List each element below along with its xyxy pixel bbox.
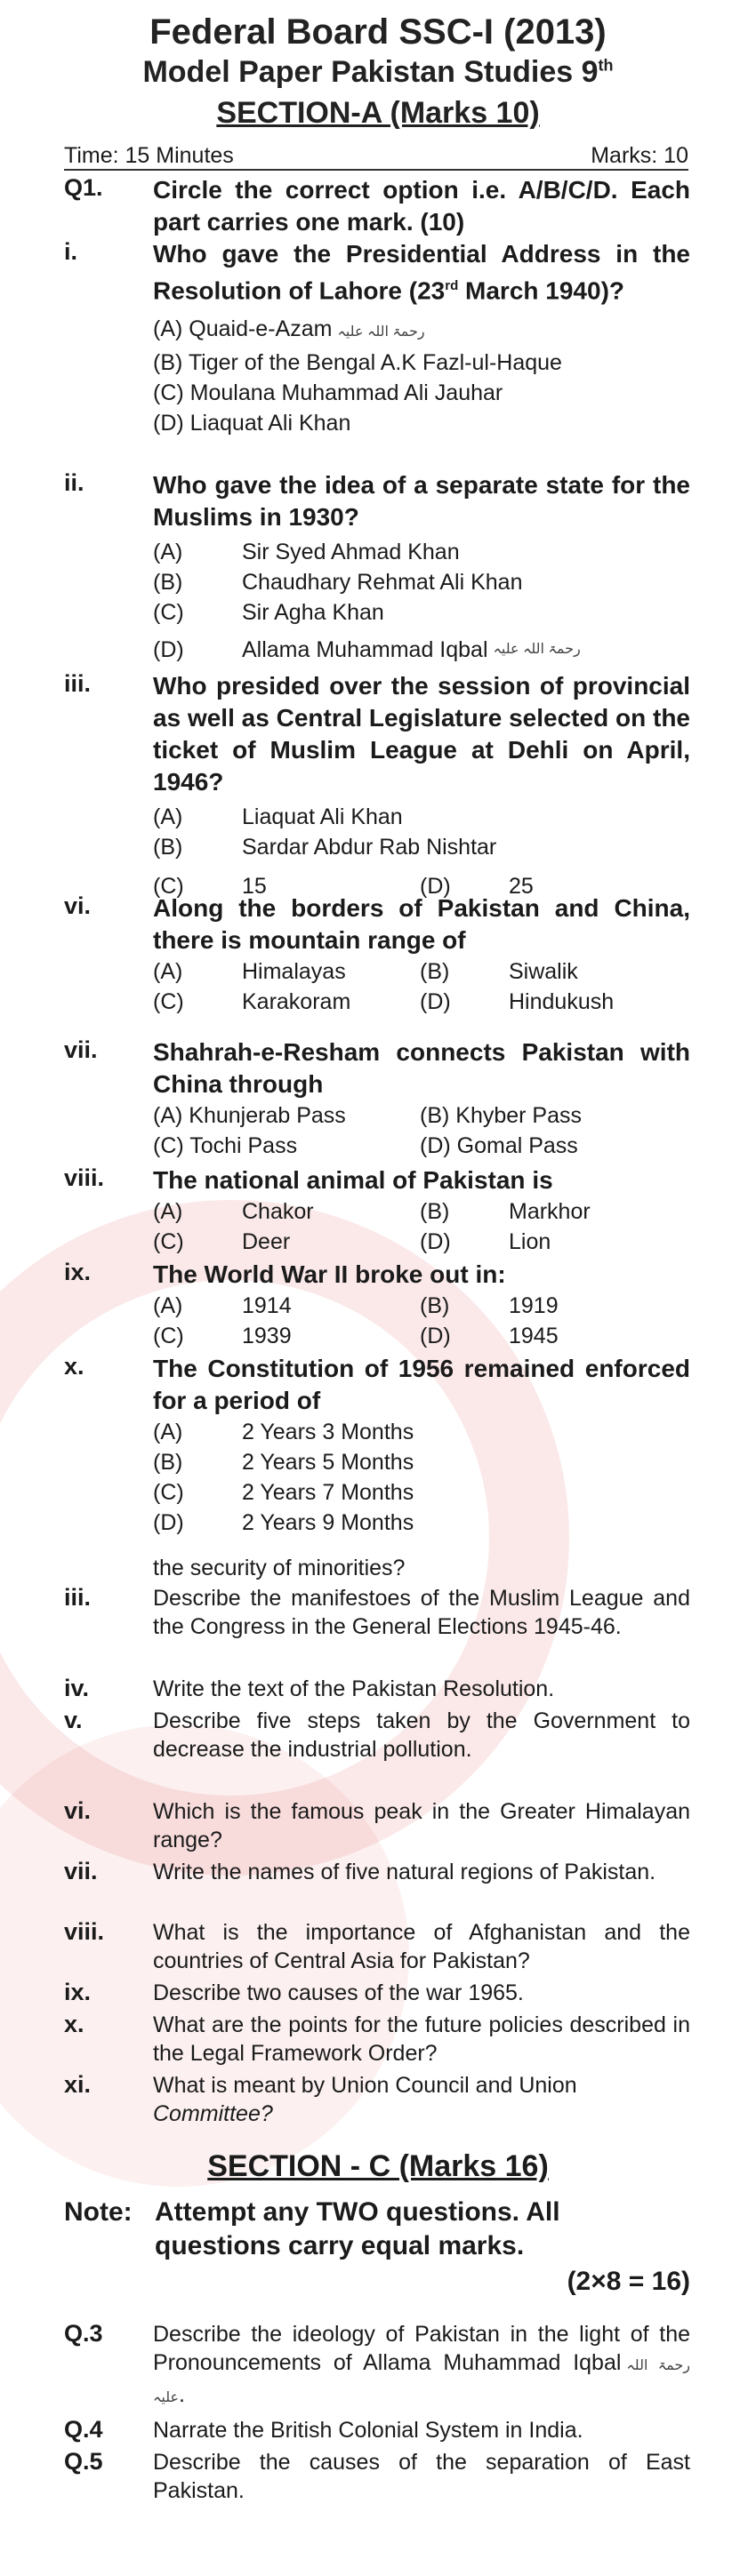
honorific-text: رحمۃ اللہ علیہ — [153, 2358, 690, 2405]
option-c[interactable]: (C) Moulana Muhammad Ali Jauhar — [153, 380, 503, 406]
honorific-text: رحمۃ اللہ علیہ — [493, 642, 581, 657]
honorific-text: رحمۃ اللہ علیہ — [337, 324, 425, 340]
question-stem: Along the borders of Pakistan and China, there is mountain range of — [153, 894, 690, 954]
option-a[interactable]: (A) 2 Years 3 Months — [153, 1420, 414, 1444]
options — [153, 314, 690, 438]
short-question: viii. What is the importance of Afghanistan and the countries of Central Asia for Pakistan? — [64, 1918, 690, 1973]
options — [153, 802, 690, 901]
option-a[interactable]: (A) 1914 — [153, 1293, 292, 1318]
question-number: Q1. — [64, 174, 103, 201]
short-question: vi. Which is the famous peak in the Greater Himalayan range? — [64, 1797, 690, 1852]
option-c[interactable]: (C) Tochi Pass — [153, 1133, 298, 1158]
option-c[interactable]: (C) Sir Agha Khan — [153, 600, 384, 625]
option-row — [153, 987, 690, 1017]
question-stem: Who gave the idea of a separate state for the Muslims in 1930? — [153, 471, 690, 531]
options — [153, 537, 690, 665]
time-marks-line — [64, 142, 688, 171]
mcq-vii — [64, 1036, 690, 1161]
option-row — [153, 1196, 690, 1227]
option-d[interactable]: (D) Allama Muhammad Iqbal رحمۃ اللہ علیہ — [153, 635, 690, 665]
question-stem: The national animal of Pakistan is — [153, 1166, 553, 1194]
option-a[interactable]: (A) Liaquat Ali Khan — [153, 804, 403, 829]
option-d[interactable]: (D) 2 Years 9 Months — [153, 1510, 414, 1535]
mcq-vi — [64, 892, 690, 1017]
question-stem: The World War II broke out in: — [153, 1260, 506, 1288]
question-stem: Who presided over the session of provincial as well as Central Legislature selected on the ticket of Muslim League at Dehli on April, 1946? — [153, 672, 690, 796]
option-a[interactable]: (A) Sir Syed Ahmad Khan — [153, 540, 460, 564]
mcq-viii — [64, 1164, 690, 1257]
short-question: iv. Write the text of the Pakistan Resolution. — [64, 1675, 555, 1701]
option-c[interactable]: (C) 1939 — [153, 1324, 292, 1348]
option-b[interactable]: (B) Chaudhary Rehmat Ali Khan — [153, 570, 523, 595]
option-a[interactable]: (A) Khunjerab Pass — [153, 1103, 346, 1128]
question-stem: The Constitution of 1956 remained enforced for a period of — [153, 1355, 690, 1414]
options — [153, 1196, 690, 1257]
option-row — [153, 1291, 690, 1321]
short-question: v. Describe five steps taken by the Government to decrease the industrial pollution. — [64, 1707, 690, 1762]
option-d[interactable]: (D) Gomal Pass — [420, 1133, 578, 1158]
option-b[interactable]: (B) Markhor — [420, 1199, 591, 1224]
short-question: xi. What is meant by Union Council and Union Committee? — [64, 2071, 577, 2126]
option-b[interactable]: (B) 1919 — [420, 1293, 559, 1318]
options — [153, 1417, 690, 1538]
section-c-marks: (2×8 = 16) — [567, 2267, 690, 2296]
option-d[interactable]: (D) Liaquat Ali Khan — [153, 411, 351, 436]
option-b[interactable]: (B) 2 Years 5 Months — [153, 1450, 414, 1475]
mcq-ii — [64, 469, 690, 665]
option-row — [153, 1321, 690, 1351]
question-number: x. — [64, 1353, 84, 1380]
option-row — [153, 1131, 690, 1161]
question-text: Circle the correct option i.e. A/B/C/D. Each part carries one mark. (10) — [153, 176, 690, 236]
question-number: i. — [64, 238, 78, 265]
option-c[interactable]: (C) Karakoram — [153, 989, 351, 1014]
option-row — [153, 1100, 690, 1131]
option-b[interactable]: (B) Khyber Pass — [420, 1103, 583, 1128]
question-stem: Shahrah-e-Resham connects Pakistan with China through — [153, 1038, 690, 1098]
option-c[interactable]: (C) Deer — [153, 1229, 291, 1254]
options — [153, 956, 690, 1017]
question-number: iii. — [64, 670, 92, 697]
option-row — [153, 1227, 690, 1257]
question-number: vi. — [64, 892, 92, 919]
section-a-title: SECTION-A (Marks 10) — [216, 96, 540, 130]
paper-title: Federal Board SSC-I (2013) — [149, 12, 607, 52]
long-question: Q.4 Narrate the British Colonial System in India. — [64, 2416, 583, 2443]
option-c[interactable]: (C) 2 Years 7 Months — [153, 1480, 414, 1505]
option-d[interactable]: (D) Hindukush — [420, 989, 615, 1014]
paper-subtitle: Model Paper Pakistan Studies 9th — [142, 55, 614, 89]
mcq-x — [64, 1353, 690, 1538]
option-a[interactable]: (A) Quaid-e-Azam رحمۃ اللہ علیہ — [153, 316, 425, 342]
section-b-fragment: the security of minorities? — [153, 1556, 406, 1580]
question-number: ix. — [64, 1259, 92, 1285]
long-question: Q.3 Describe the ideology of Pakistan in the light of the Pronouncements of Allama Muhammad Iqbal رحمۃ اللہ علیہ. — [64, 2320, 690, 2407]
option-b[interactable]: (B) Tiger of the Bengal A.K Fazl-ul-Haque — [153, 350, 562, 376]
option-row — [153, 956, 690, 987]
option-d[interactable]: (D) 1945 — [420, 1324, 559, 1348]
option-b[interactable]: (B) Sardar Abdur Rab Nishtar — [153, 835, 497, 860]
short-question: iii. Describe the manifestoes of the Muslim League and the Congress in the General Elections 1945-46. — [64, 1584, 690, 1639]
short-question: x. What are the points for the future policies described in the Legal Framework Order? — [64, 2011, 690, 2066]
question-number: ii. — [64, 469, 84, 496]
q1-instruction — [64, 174, 690, 238]
long-question: Q.5 Describe the causes of the separation of East Pakistan. — [64, 2448, 690, 2503]
mcq-i — [64, 238, 690, 438]
option-a[interactable]: (A) Chakor — [153, 1199, 314, 1224]
option-d[interactable]: (D) 25 — [420, 874, 534, 899]
mcq-iii — [64, 670, 690, 901]
section-c-title: SECTION - C (Marks 16) — [207, 2149, 549, 2183]
marks-label: Marks: 10 — [591, 143, 688, 168]
mcq-ix — [64, 1259, 690, 1351]
option-c[interactable]: (C) 15 — [153, 874, 267, 899]
question-number: vii. — [64, 1036, 98, 1063]
question-number: viii. — [64, 1164, 105, 1191]
options — [153, 1100, 690, 1161]
short-question: vii. Write the names of five natural regions of Pakistan. — [64, 1858, 656, 1884]
short-question: ix. Describe two causes of the war 1965. — [64, 1979, 524, 2005]
option-d[interactable]: (D) Lion — [420, 1229, 551, 1254]
option-b[interactable]: (B) Siwalik — [420, 959, 578, 984]
question-stem: Who gave the Presidential Address in the Resolution of Lahore (23rd March 1940)? — [153, 240, 690, 305]
option-a[interactable]: (A) Himalayas — [153, 959, 346, 984]
options — [153, 1291, 690, 1351]
time-label: Time: 15 Minutes — [64, 143, 234, 168]
section-c-note: Note: Attempt any TWO questions. All questions carry equal marks. — [64, 2197, 560, 2260]
